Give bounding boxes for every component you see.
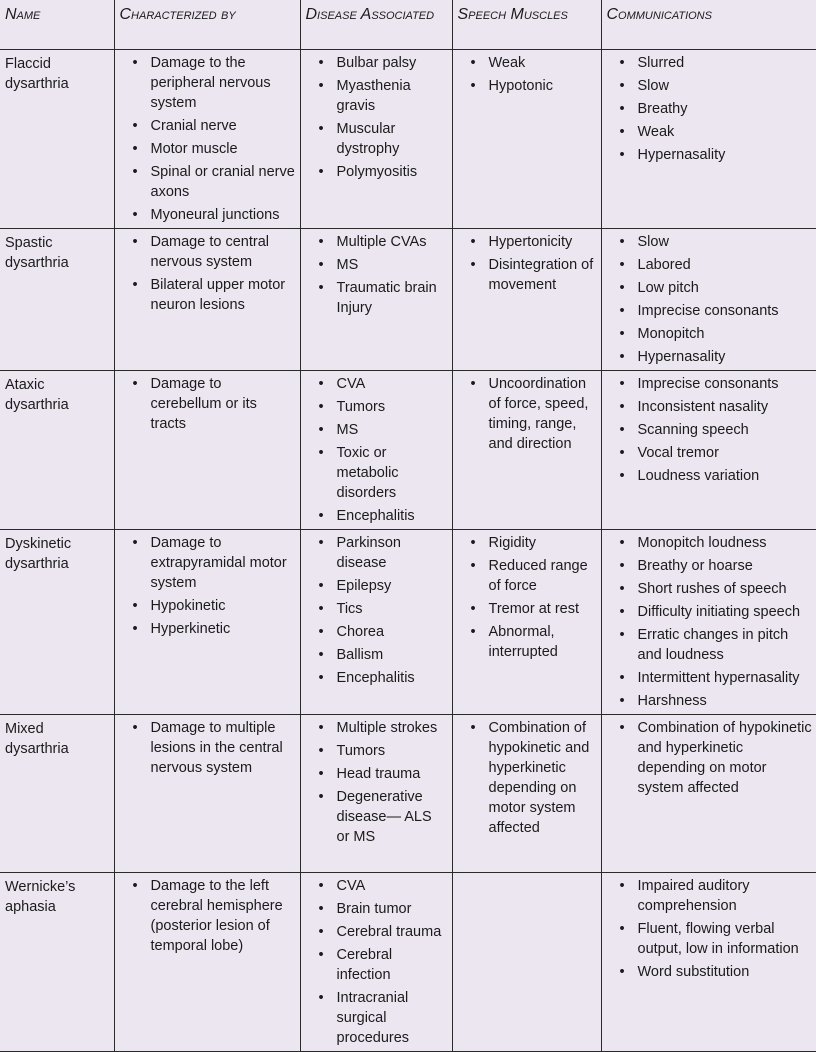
list-item: • Short rushes of speech <box>607 579 813 599</box>
list-item: • Low pitch <box>607 278 813 298</box>
list-item: • Head trauma <box>306 764 448 784</box>
table-row <box>0 50 816 229</box>
characterized-by-list <box>120 232 296 315</box>
list-item: • Hypokinetic <box>120 596 296 616</box>
disease-cell <box>300 530 452 715</box>
list-item: • Difficulty initiating speech <box>607 602 813 622</box>
header-communications: Communications <box>601 0 816 50</box>
list-item: • Vocal tremor <box>607 443 813 463</box>
list-item: • Muscular dystrophy <box>306 119 448 159</box>
characterized-by-cell <box>114 229 300 371</box>
list-item: • Weak <box>607 122 813 142</box>
list-item: • Damage to the peripheral nervous system <box>120 53 296 113</box>
characterized-by-list <box>120 533 296 639</box>
list-item: • Myasthenia gravis <box>306 76 448 116</box>
condition-name: Dyskinetic dysarthria <box>0 530 114 715</box>
list-item: • Bulbar palsy <box>306 53 448 73</box>
list-item: • Brain tumor <box>306 899 448 919</box>
list-item: • Inconsistent nasality <box>607 397 813 417</box>
speech-muscles-cell <box>452 371 601 530</box>
table-row <box>0 229 816 371</box>
list-item: • Tumors <box>306 397 448 417</box>
list-item: • Hypotonic <box>458 76 597 96</box>
list-item: • Damage to the left cerebral hemisphere (posterior lesion of temporal lobe) <box>120 876 296 956</box>
speech-muscles-cell <box>452 229 601 371</box>
disease-cell <box>300 50 452 229</box>
list-item: • Imprecise consonants <box>607 301 813 321</box>
characterized-by-cell <box>114 371 300 530</box>
list-item: • Cerebral infection <box>306 945 448 985</box>
list-item: • Ballism <box>306 645 448 665</box>
list-item: • Cerebral trauma <box>306 922 448 942</box>
speech-muscles-cell <box>452 50 601 229</box>
condition-name: Spastic dysarthria <box>0 229 114 371</box>
list-item: • Breathy <box>607 99 813 119</box>
disease-list <box>306 533 448 688</box>
list-item: • Myoneural junctions <box>120 205 296 225</box>
communications-list <box>607 718 813 798</box>
disease-list <box>306 876 448 1048</box>
communications-list <box>607 232 813 367</box>
list-item: • Scanning speech <box>607 420 813 440</box>
list-item: • Toxic or metabolic disorders <box>306 443 448 503</box>
disease-list <box>306 718 448 847</box>
disease-cell <box>300 229 452 371</box>
disease-cell <box>300 371 452 530</box>
speech-muscles-cell <box>452 530 601 715</box>
list-item: • Tumors <box>306 741 448 761</box>
list-item: • Breathy or hoarse <box>607 556 813 576</box>
list-item: • Imprecise consonants <box>607 374 813 394</box>
list-item: • Reduced range of force <box>458 556 597 596</box>
list-item: • Erratic changes in pitch and loudness <box>607 625 813 665</box>
speech-muscles-cell <box>452 715 601 873</box>
communications-cell <box>601 873 816 1052</box>
speech-muscles-list <box>458 232 597 295</box>
header-row <box>0 0 816 50</box>
list-item: • Combination of hypokinetic and hyperkinetic depending on motor system affected <box>458 718 597 838</box>
condition-name: Ataxic dysarthria <box>0 371 114 530</box>
characterized-by-list <box>120 876 296 956</box>
list-item: • Multiple CVAs <box>306 232 448 252</box>
disease-cell <box>300 873 452 1052</box>
list-item: • Loudness variation <box>607 466 813 486</box>
speech-muscles-list <box>458 533 597 662</box>
list-item: • Damage to central nervous system <box>120 232 296 272</box>
list-item: • Polymyositis <box>306 162 448 182</box>
communications-cell <box>601 530 816 715</box>
table-row <box>0 371 816 530</box>
list-item: • Combination of hypokinetic and hyperkinetic depending on motor system affected <box>607 718 813 798</box>
list-item: • Weak <box>458 53 597 73</box>
list-item: • Rigidity <box>458 533 597 553</box>
characterized-by-cell <box>114 530 300 715</box>
header-name: Name <box>0 0 114 50</box>
characterized-by-cell <box>114 50 300 229</box>
list-item: • Abnormal, interrupted <box>458 622 597 662</box>
list-item: • Tics <box>306 599 448 619</box>
speech-muscles-list <box>458 718 597 838</box>
condition-name: Mixed dysarthria <box>0 715 114 873</box>
list-item: • Monopitch loudness <box>607 533 813 553</box>
list-item: • Chorea <box>306 622 448 642</box>
communications-list <box>607 374 813 486</box>
communications-list <box>607 876 813 982</box>
characterized-by-cell <box>114 715 300 873</box>
list-item: • Traumatic brain Injury <box>306 278 448 318</box>
header-speech-muscles: Speech Muscles <box>452 0 601 50</box>
characterized-by-cell <box>114 873 300 1052</box>
list-item: • Hyperkinetic <box>120 619 296 639</box>
list-item: • Impaired auditory comprehension <box>607 876 813 916</box>
list-item: • Degenerative disease— ALS or MS <box>306 787 448 847</box>
list-item: • Motor muscle <box>120 139 296 159</box>
list-item: • Harshness <box>607 691 813 711</box>
list-item: • Spinal or cranial nerve axons <box>120 162 296 202</box>
list-item: • Intermittent hypernasality <box>607 668 813 688</box>
list-item: • CVA <box>306 876 448 896</box>
list-item: • Hypernasality <box>607 145 813 165</box>
list-item: • Fluent, flowing verbal output, low in information <box>607 919 813 959</box>
communications-cell <box>601 371 816 530</box>
list-item: • Labored <box>607 255 813 275</box>
communications-list <box>607 533 813 711</box>
list-item: • Slow <box>607 232 813 252</box>
list-item: • Cranial nerve <box>120 116 296 136</box>
characterized-by-list <box>120 718 296 778</box>
characterized-by-list <box>120 53 296 225</box>
communications-cell <box>601 50 816 229</box>
table-row <box>0 873 816 1052</box>
header-characterized-by: Characterized by <box>114 0 300 50</box>
list-item: • CVA <box>306 374 448 394</box>
speech-muscles-list <box>458 374 597 454</box>
list-item: • Uncoordination of force, speed, timing, range, and direction <box>458 374 597 454</box>
disease-cell <box>300 715 452 873</box>
list-item: • Parkinson disease <box>306 533 448 573</box>
speech-muscles-cell <box>452 873 601 1052</box>
table-row <box>0 715 816 873</box>
list-item: • Encephalitis <box>306 506 448 526</box>
list-item: • Hypertonicity <box>458 232 597 252</box>
condition-name: Flaccid dysarthria <box>0 50 114 229</box>
list-item: • MS <box>306 255 448 275</box>
disease-list <box>306 232 448 318</box>
speech-muscles-list <box>458 53 597 96</box>
list-item: • Epilepsy <box>306 576 448 596</box>
table-row <box>0 530 816 715</box>
disease-list <box>306 53 448 182</box>
list-item: • Encephalitis <box>306 668 448 688</box>
list-item: • Intracranial surgical procedures <box>306 988 448 1048</box>
communications-list <box>607 53 813 165</box>
disease-list <box>306 374 448 526</box>
list-item: • Monopitch <box>607 324 813 344</box>
list-item: • Damage to cerebellum or its tracts <box>120 374 296 434</box>
communications-cell <box>601 229 816 371</box>
list-item: • Slow <box>607 76 813 96</box>
list-item: • Tremor at rest <box>458 599 597 619</box>
list-item: • Hypernasality <box>607 347 813 367</box>
header-disease-associated: Disease Associated <box>300 0 452 50</box>
list-item: • Multiple strokes <box>306 718 448 738</box>
list-item: • Disintegration of movement <box>458 255 597 295</box>
list-item: • Slurred <box>607 53 813 73</box>
condition-name: Wernicke’s aphasia <box>0 873 114 1052</box>
list-item: • Damage to multiple lesions in the central nervous system <box>120 718 296 778</box>
characterized-by-list <box>120 374 296 434</box>
list-item: • Bilateral upper motor neuron lesions <box>120 275 296 315</box>
communications-cell <box>601 715 816 873</box>
list-item: • Word substitution <box>607 962 813 982</box>
list-item: • Damage to extrapyramidal motor system <box>120 533 296 593</box>
list-item: • MS <box>306 420 448 440</box>
